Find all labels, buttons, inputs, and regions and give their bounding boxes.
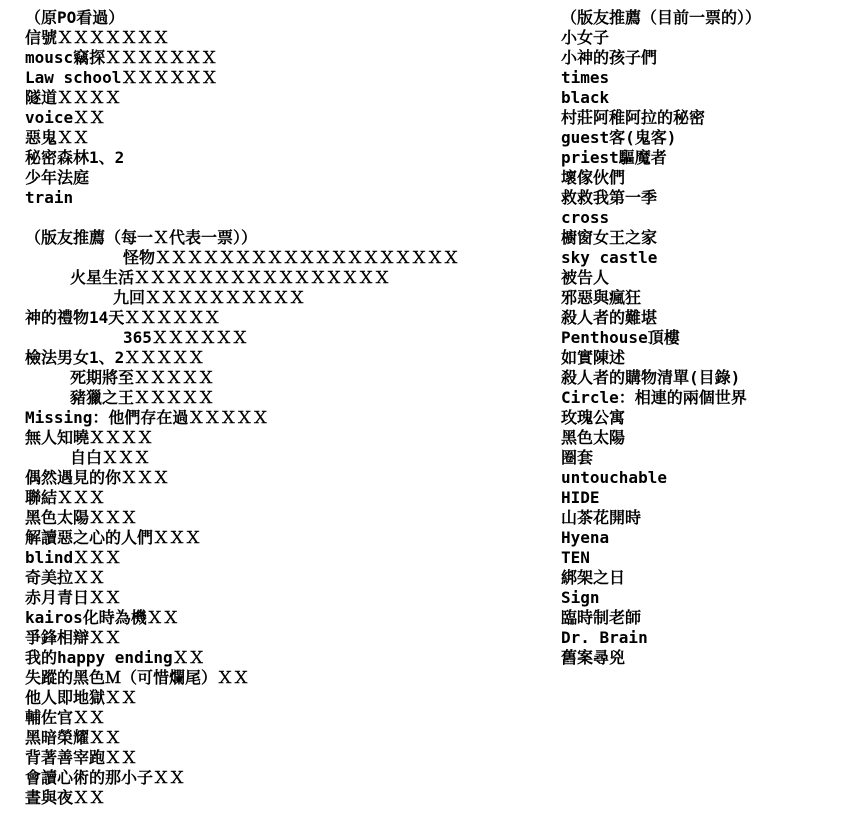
recommendation-item: 赤月青日ＸＸ [25, 588, 122, 607]
single-vote-item: Hyena [561, 528, 610, 547]
spacer [25, 208, 545, 228]
single-vote-item: black [561, 88, 610, 107]
single-vote-item: sky castle [561, 248, 658, 267]
single-vote-item: Circle：相連的兩個世界 [561, 388, 747, 407]
single-vote-recommendations-heading: （版友推薦（目前一票的）） [561, 8, 762, 27]
watched-item: 秘密森林1、2 [25, 148, 125, 167]
single-vote-item: guest客(鬼客) [561, 128, 677, 147]
recommendation-item: Missing：他們存在過ＸＸＸＸＸ [25, 408, 269, 427]
single-vote-item: 小女子 [561, 28, 610, 47]
recommendation-item: 死期將至ＸＸＸＸＸ [70, 368, 215, 387]
watched-item: train [25, 188, 74, 207]
recommendation-item: 爭鋒相辯ＸＸ [25, 628, 122, 647]
recommendation-item: 奇美拉ＸＸ [25, 568, 106, 587]
single-vote-item: times [561, 68, 610, 87]
right-column [561, 8, 846, 668]
recommendation-item: 解讀惡之心的人們ＸＸＸ [25, 528, 202, 547]
watched-item: voiceＸＸ [25, 108, 106, 127]
single-vote-item: priest驅魔者 [561, 148, 667, 167]
single-vote-item: 殺人者的購物清單(目錄) [561, 368, 741, 387]
recommendation-item: 檢法男女1、2ＸＸＸＸＸ [25, 348, 205, 367]
single-vote-item: TEN [561, 548, 590, 567]
single-vote-item: cross [561, 208, 610, 227]
single-vote-item: HIDE [561, 488, 600, 507]
single-vote-item: Dr. Brain [561, 628, 648, 647]
recommendation-item: 會讀心術的那小子ＸＸ [25, 768, 186, 787]
single-vote-item: 殺人者的難堪 [561, 308, 658, 327]
recommendation-item: 豬獵之王ＸＸＸＸＸ [70, 388, 215, 407]
single-vote-item: 救救我第一季 [561, 188, 658, 207]
recommendation-item: 自白ＸＸＸ [70, 448, 151, 467]
single-vote-item: 圈套 [561, 448, 594, 467]
single-vote-item: 黑色太陽 [561, 428, 626, 447]
single-vote-item: 被告人 [561, 268, 610, 287]
single-vote-item: 綁架之日 [561, 568, 626, 587]
single-vote-item: untouchable [561, 468, 667, 487]
recommendation-item: 怪物ＸＸＸＸＸＸＸＸＸＸＸＸＸＸＸＸＸＸＸ [123, 248, 460, 267]
single-vote-item: 如實陳述 [561, 348, 626, 367]
single-vote-item: 村莊阿稚阿拉的秘密 [561, 108, 706, 127]
single-vote-item: 臨時制老師 [561, 608, 642, 627]
recommendation-item: 神的禮物14天ＸＸＸＸＸＸ [25, 308, 221, 327]
watched-item: 惡鬼ＸＸ [25, 128, 90, 147]
recommendation-item: 無人知曉ＸＸＸＸ [25, 428, 154, 447]
single-vote-item: 壞傢伙們 [561, 168, 626, 187]
recommendation-item: 輔佐官ＸＸ [25, 708, 106, 727]
watched-item: Law schoolＸＸＸＸＸＸ [25, 68, 218, 87]
recommendation-item: 失蹤的黑色Ｍ（可惜爛尾）ＸＸ [25, 668, 250, 687]
board-recommendations-heading: （版友推薦（每一Ｘ代表一票）） [25, 228, 258, 247]
recommendation-item: kairos化時為機ＸＸ [25, 608, 179, 627]
recommendation-item: 黑暗榮耀ＸＸ [25, 728, 122, 747]
single-vote-item: 邪惡與瘋狂 [561, 288, 642, 307]
recommendation-item: 偶然遇見的你ＸＸＸ [25, 468, 170, 487]
watched-item: 少年法庭 [25, 168, 90, 187]
single-vote-item: 舊案尋兇 [561, 648, 626, 667]
watched-item: 隧道ＸＸＸＸ [25, 88, 122, 107]
single-vote-item: 玫瑰公寓 [561, 408, 626, 427]
watched-item: mousc竊探ＸＸＸＸＸＸＸ [25, 48, 218, 67]
recommendation-item: 聯結ＸＸＸ [25, 488, 106, 507]
left-column [25, 8, 545, 808]
single-vote-item: 山茶花開時 [561, 508, 642, 527]
recommendation-item: 黑色太陽ＸＸＸ [25, 508, 138, 527]
recommendation-item: blindＸＸＸ [25, 548, 122, 567]
recommendation-item: 365ＸＸＸＸＸＸ [123, 328, 248, 347]
recommendation-item: 背著善宰跑ＸＸ [25, 748, 138, 767]
recommendation-item: 我的happy endingＸＸ [25, 648, 205, 667]
recommendation-item: 他人即地獄ＸＸ [25, 688, 138, 707]
single-vote-item: 小神的孩子們 [561, 48, 658, 67]
recommendation-item: 晝與夜ＸＸ [25, 788, 106, 807]
single-vote-item: Sign [561, 588, 600, 607]
original-poster-watched-heading: （原PO看過） [25, 8, 125, 27]
watched-item: 信號ＸＸＸＸＸＸＸ [25, 28, 170, 47]
recommendation-item: 火星生活ＸＸＸＸＸＸＸＸＸＸＸＸＸＸＸＸ [70, 268, 391, 287]
single-vote-item: Penthouse頂樓 [561, 328, 680, 347]
single-vote-item: 櫥窗女王之家 [561, 228, 658, 247]
recommendation-item: 九回ＸＸＸＸＸＸＸＸＸＸ [113, 288, 306, 307]
